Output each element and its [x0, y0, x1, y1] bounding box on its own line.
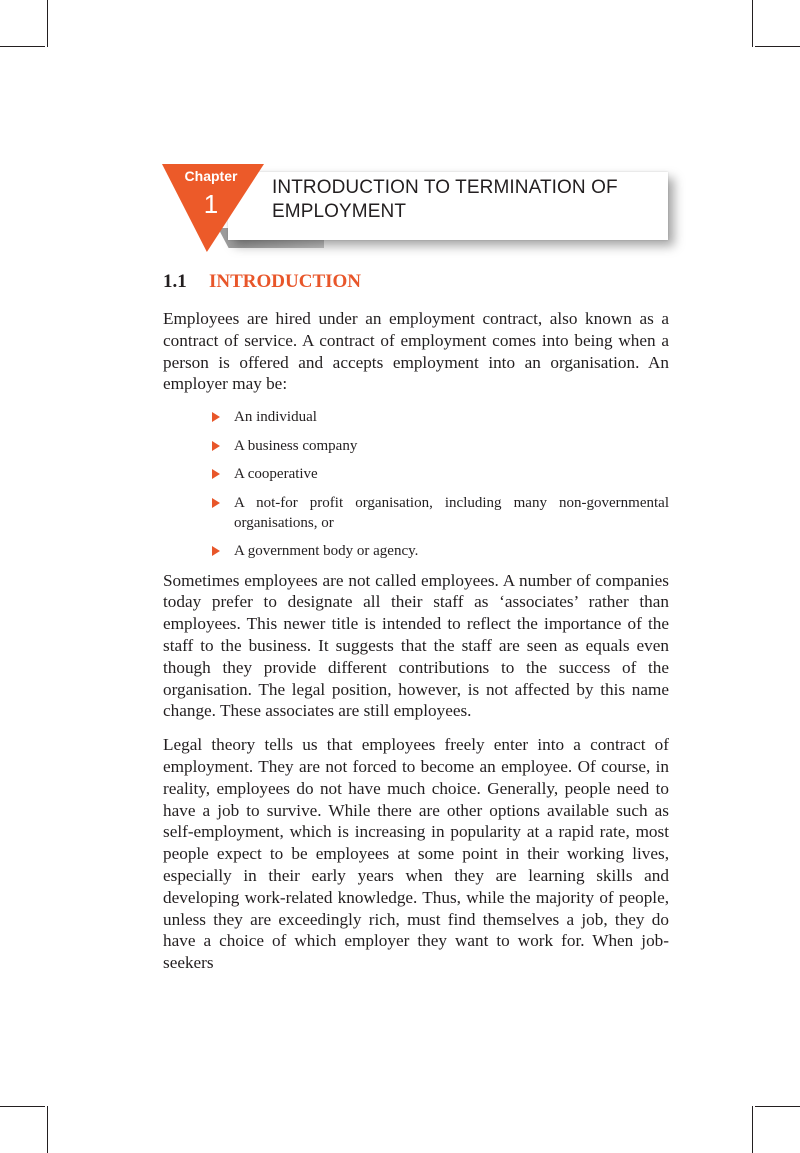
list-item: A not-for profit organisation, including many non-governmental organisations, or: [209, 493, 669, 533]
paragraph: Sometimes employees are not called employees. A number of companies today prefer to designate all their staff as ‘associates’ rather than employees. This newer title is intended to reflect the importance of the staff to the business. It suggests that the staff are seen as equals even though they provide different contributions to the success of the organisation. The legal position, however, is not affected by this name change. These associates are still employees.: [163, 570, 669, 721]
section-heading: [163, 271, 361, 293]
chapter-label: Chapter: [184, 168, 238, 184]
section-title: INTRODUCTION: [209, 271, 362, 292]
chapter-title: INTRODUCTION TO TERMINATION OF EMPLOYMENT: [272, 177, 618, 222]
triangle-bullet-icon: [212, 546, 220, 556]
crop-mark: [47, 1106, 48, 1153]
list-item: A government body or agency.: [209, 541, 669, 561]
crop-mark: [47, 0, 48, 47]
paragraph: Legal theory tells us that employees freely enter into a contract of employment. They are not forced to become an employee. Of course, in reality, employees do not have much choice. Generally, people need to have a job to survive. While there are other options available such as self-employment, which is increasing in popularity at a rapid rate, most people expect to be employees at some point in their working lives, especially in their early years when they are learning skills and developing work-related knowledge. Thus, while the majority of people, unless they are exceedingly rich, must find themselves a job, they do have a choice of which employer they want to work for. When job-seekers: [163, 735, 669, 973]
crop-mark: [752, 0, 753, 47]
chapter-number: 1: [203, 189, 219, 219]
crop-mark: [0, 46, 45, 47]
triangle-bullet-icon: [212, 469, 220, 479]
employer-types-list: [163, 407, 669, 561]
crop-mark: [755, 1106, 800, 1107]
crop-mark: [0, 1106, 45, 1107]
crop-mark: [752, 1106, 753, 1153]
triangle-bullet-icon: [212, 412, 220, 422]
list-item: An individual: [209, 407, 669, 427]
body-content: [163, 308, 669, 986]
list-item: A cooperative: [209, 464, 669, 484]
section-number: 1.1: [163, 271, 187, 292]
triangle-bullet-icon: [212, 441, 220, 451]
paragraph: Employees are hired under an employment contract, also known as a contract of service. A contract of employment comes into being when a person is offered and accepts employment into an organisation. An employer may be:: [163, 309, 669, 394]
list-item: A business company: [209, 436, 669, 456]
triangle-bullet-icon: [212, 498, 220, 508]
crop-mark: [755, 46, 800, 47]
